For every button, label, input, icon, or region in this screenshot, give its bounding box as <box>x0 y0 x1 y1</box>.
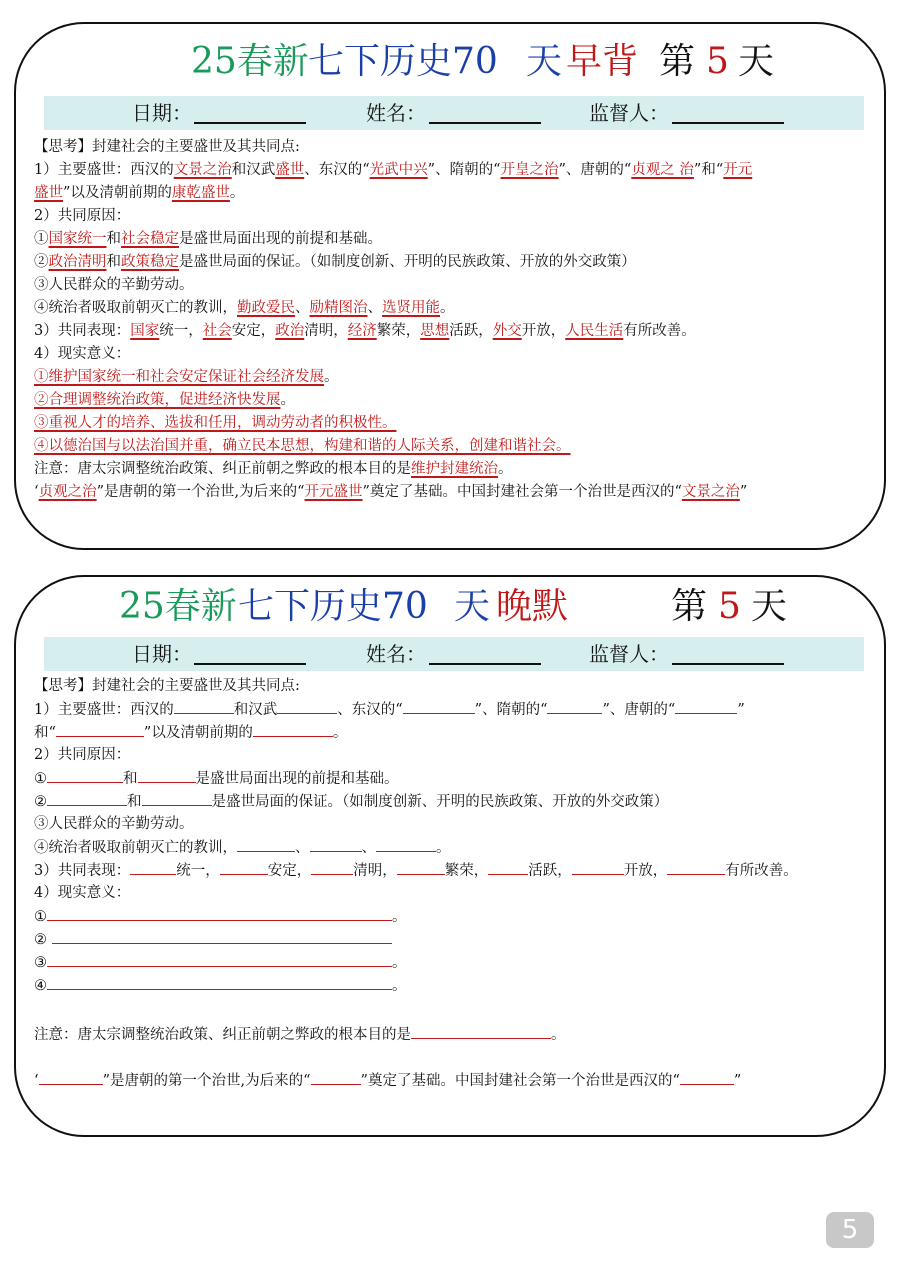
title-part: 天 <box>454 586 491 627</box>
answer-blank[interactable] <box>376 836 436 852</box>
text-line: 3）共同表现： 统一， 安定， 清明， 繁荣， 活跃， 开放， 有所改善。 <box>34 859 798 881</box>
note-line: 注意：唐太宗调整统治政策、纠正前朝之弊政的根本目的是 。 <box>34 1023 566 1045</box>
title-part: 天 <box>751 586 788 627</box>
answer-blank[interactable] <box>142 790 212 806</box>
answer-blank[interactable] <box>130 859 176 875</box>
answer-blank[interactable] <box>403 698 475 714</box>
answer-blank[interactable] <box>174 698 234 714</box>
info-bar <box>44 637 864 671</box>
date-field[interactable] <box>194 663 306 665</box>
answer-blank[interactable] <box>572 859 624 875</box>
text-line: ③ 。 <box>34 951 407 973</box>
date-label: 日期： <box>132 101 192 125</box>
text-line: ② <box>34 928 392 950</box>
answer-blank[interactable] <box>667 859 725 875</box>
text-line: ② 和 是盛世局面的保证。（如制度创新、开明的民族政策、开放的外交政策） <box>34 790 668 812</box>
answer-blank[interactable] <box>56 721 144 737</box>
text-line: 3）共同表现：国家统一，社会安定，政治清明，经济繁荣，思想活跃，外交开放，人民生活有所改善。 <box>34 323 696 339</box>
text-line: ③重视人才的培养、选拔和任用，调动劳动者的积极性。 <box>34 415 397 431</box>
day-number: 5 <box>706 41 729 82</box>
answer-blank[interactable] <box>47 790 127 806</box>
text-line: ① 。 <box>34 905 407 927</box>
page-number-badge: 5 <box>826 1212 874 1248</box>
text-line: ④统治者吸取前朝灭亡的教训， 、 、 。 <box>34 836 451 858</box>
name-field[interactable] <box>429 122 541 124</box>
title-part: 七下历史70 <box>238 586 428 627</box>
question-heading: 【思考】封建社会的主要盛世及其共同点: <box>34 139 300 155</box>
supervisor-field[interactable] <box>672 663 784 665</box>
text-line: 盛世”以及清朝前期的康乾盛世。 <box>34 185 245 201</box>
title-part: 早背 <box>566 41 639 82</box>
title-part: 25春新 <box>191 41 309 82</box>
text-line: ②合理调整统治政策，促进经济快发展。 <box>34 392 295 408</box>
answer-blank[interactable] <box>47 767 123 783</box>
supervisor-field[interactable] <box>672 122 784 124</box>
answer-blank[interactable] <box>680 1069 734 1085</box>
answer-blank[interactable] <box>310 836 362 852</box>
name-label: 姓名： <box>366 101 426 125</box>
day-number: 5 <box>718 586 741 627</box>
evening-dictation-card <box>14 575 886 1137</box>
title-part: 25春新 <box>119 586 237 627</box>
note-line: 注意：唐太宗调整统治政策、纠正前朝之弊政的根本目的是维护封建统治。 <box>34 461 513 477</box>
answer-blank[interactable] <box>47 905 392 921</box>
answer-blank[interactable] <box>311 859 353 875</box>
answer-blank[interactable] <box>52 928 392 944</box>
text-line: 1）主要盛世：西汉的 和汉武 、东汉的“ ”、隋朝的“ ”、唐朝的“ ” <box>34 698 745 720</box>
text-line: ④以德治国与以法治国并重，确立民本思想，构建和谐的人际关系，创建和谐社会。 <box>34 438 571 454</box>
text-line: 1）主要盛世：西汉的文景之治和汉武盛世、东汉的“光武中兴”、隋朝的“开皇之治”、唐朝的“贞观之 治”和“开元 <box>34 162 753 178</box>
title-part: 晚默 <box>496 586 569 627</box>
text-line: ‘ ”是唐朝的第一个治世,为后来的“ ”奠定了基础。中国封建社会第一个治世是西汉的“ ” <box>34 1069 741 1091</box>
answer-blank[interactable] <box>397 859 445 875</box>
text-line: ①国家统一和社会稳定是盛世局面出现的前提和基础。 <box>34 231 382 247</box>
answer-blank[interactable] <box>138 767 196 783</box>
answer-blank[interactable] <box>488 859 528 875</box>
text-line: ‘贞观之治”是唐朝的第一个治世,为后来的“开元盛世”奠定了基础。中国封建社会第一个治世是西汉的“文景之治” <box>34 484 748 500</box>
section-heading: 4）现实意义： <box>34 346 131 362</box>
answer-blank[interactable] <box>237 836 295 852</box>
text-line: ④统治者吸取前朝灭亡的教训，勤政爱民、励精图治、选贤用能。 <box>34 300 455 316</box>
answer-blank[interactable] <box>47 974 392 990</box>
answer-blank[interactable] <box>253 721 333 737</box>
supervisor-label: 监督人： <box>589 642 669 666</box>
answer-blank[interactable] <box>39 1069 103 1085</box>
title-part: 天 <box>526 41 563 82</box>
text-line: ① 和 是盛世局面出现的前提和基础。 <box>34 767 399 789</box>
answer-blank[interactable] <box>675 698 737 714</box>
text-line: ②政治清明和政策稳定是盛世局面的保证。（如制度创新、开明的民族政策、开放的外交政策） <box>34 254 636 270</box>
question-heading: 【思考】封建社会的主要盛世及其共同点: <box>34 678 300 694</box>
text-line: ③人民群众的辛勤劳动。 <box>34 277 194 293</box>
date-field[interactable] <box>194 122 306 124</box>
section-heading: 4）现实意义： <box>34 885 131 901</box>
title-part: 第 <box>671 586 708 627</box>
title-part: 七下历史70 <box>308 41 498 82</box>
text-line: 和“ ”以及清朝前期的 。 <box>34 721 347 743</box>
info-bar <box>44 96 864 130</box>
text-line: ④ 。 <box>34 974 407 996</box>
text-line: ③人民群众的辛勤劳动。 <box>34 816 194 832</box>
date-label: 日期： <box>132 642 192 666</box>
name-field[interactable] <box>429 663 541 665</box>
morning-recite-card <box>14 22 886 550</box>
name-label: 姓名： <box>366 642 426 666</box>
section-heading: 2）共同原因： <box>34 208 131 224</box>
answer-blank[interactable] <box>47 951 392 967</box>
supervisor-label: 监督人： <box>589 101 669 125</box>
title-part: 第 <box>659 41 696 82</box>
answer-blank[interactable] <box>311 1069 361 1085</box>
card-title <box>16 583 884 631</box>
answer-blank[interactable] <box>411 1023 551 1039</box>
card-title <box>16 38 884 86</box>
section-heading: 2）共同原因： <box>34 747 131 763</box>
title-part: 天 <box>738 41 775 82</box>
answer-blank[interactable] <box>277 698 337 714</box>
answer-blank[interactable] <box>547 698 602 714</box>
answer-blank[interactable] <box>220 859 268 875</box>
text-line: ①维护国家统一和社会安定保证社会经济发展。 <box>34 369 339 385</box>
